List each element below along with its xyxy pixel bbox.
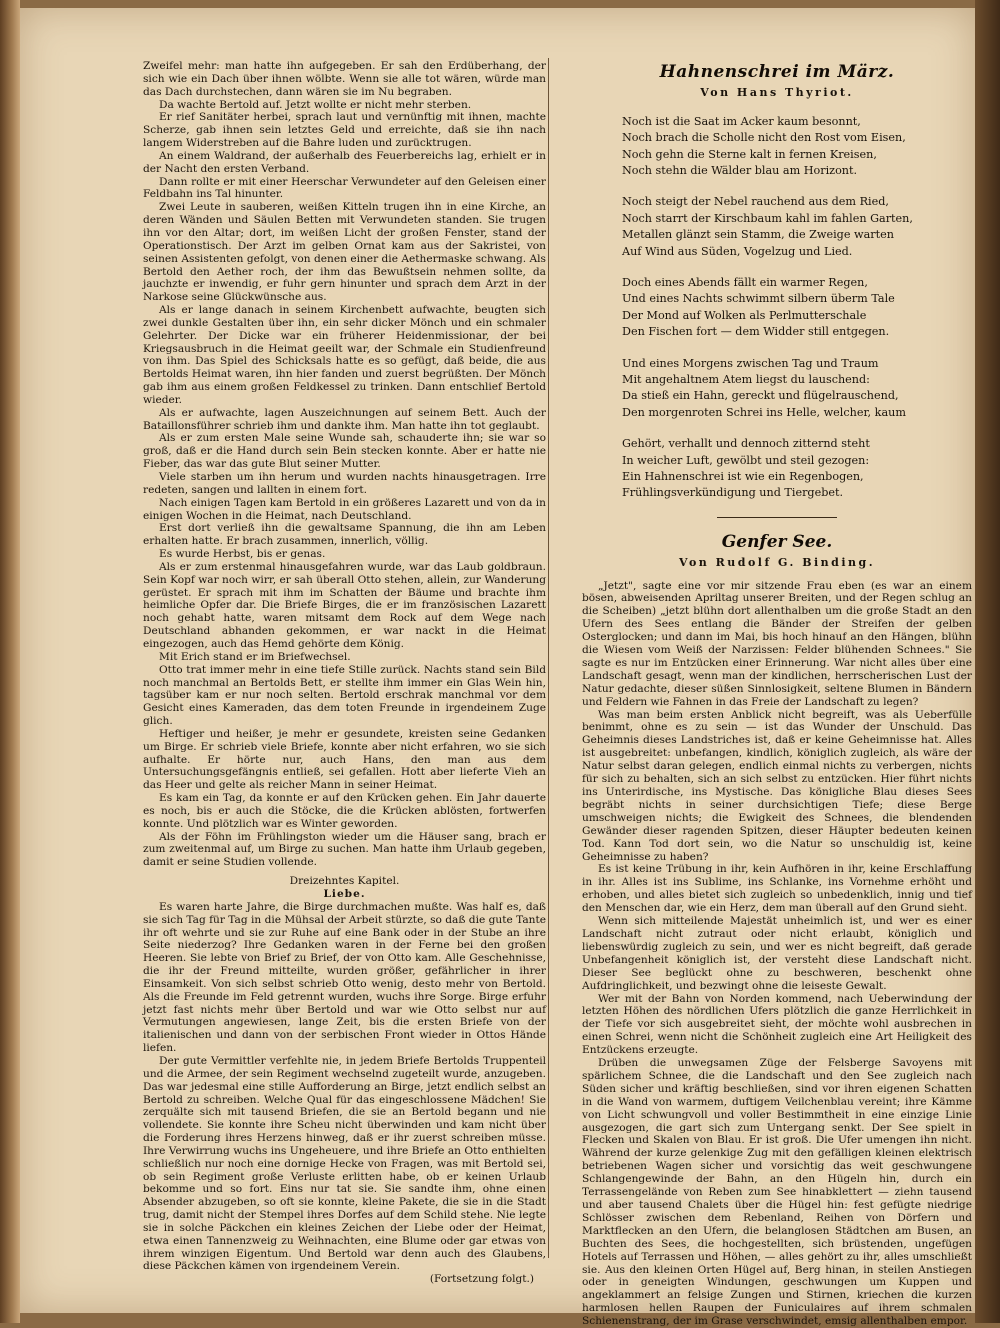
paragraph: Als er zum ersten Male seine Wunde sah, schauderte ihn; sie war so groß, daß er die Hand durch sein Bein stecken konnte. Aber er hatte nie Fieber, das war das gute Blut seiner Mutter. bbox=[143, 432, 546, 471]
article-title: Genfer See. bbox=[582, 536, 972, 549]
paragraph: Der gute Vermittler verfehlte nie, in jedem Briefe Bertolds Truppenteil und die Armee, der sein Regiment wechselnd zugeteilt wurde, anzugeben. Das war jedesmal eine stille Aufforderung an Birge, jetzt endlich selbst an Bertold zu schreiben. Welche Qual für das eingeschlossene Mädchen! Sie zerquälte sich mit tausend Briefen, die sie an Bertold begann und nie vollendete. Sie konnte ihre Scheu nicht überwinden und kam nicht über die Forderung ihres Herzens hinweg, daß er ihr zuerst schreiben müsse. Ihre Verwirrung wuchs ins Ungeheuere, und ihre Briefe an Otto enthielten schließlich nur noch eine dornige Hecke von Fragen, was mit Bertold sei, ob sein Regiment große Verluste erlitten habe, ob er keinen Urlaub bekomme und so fort. Eins nur tat sie. Sie sandte ihm, ohne einen Absender abzugeben, so oft sie konnte, kleine Pakete, die sie in die Stadt trug, damit nicht der Stempel ihres Dorfes auf dem Schild stehe. Nie legte sie in solche Päckchen ein kleines Zeichen der Liebe oder der Heimat, etwa einen Tannenzweig zu Weihnachten, eine Blume oder gar etwas von ihrem winzigen Eigentum. Und Bertold war denn auch des Glaubens, diese Päckchen kämen von irgendeinem Verein. bbox=[143, 1055, 546, 1273]
poem-line: Auf Wind aus Süden, Vogelzug und Lied. bbox=[622, 244, 972, 260]
poem-stanza bbox=[622, 114, 972, 180]
paragraph: Da wachte Bertold auf. Jetzt wollte er nicht mehr sterben. bbox=[143, 99, 546, 112]
chapter-subtitle: Liebe. bbox=[143, 888, 546, 901]
paragraph: Viele starben um ihn herum und wurden nachts hinausgetragen. Irre redeten, sangen und lallten in einem fort. bbox=[143, 471, 546, 497]
paragraph: An einem Waldrand, der außerhalb des Feuerbereichs lag, erhielt er in der Nacht den ersten Verband. bbox=[143, 150, 546, 176]
poem-stanza bbox=[622, 194, 972, 260]
poem-line: Ein Hahnenschrei ist wie ein Regenbogen, bbox=[622, 469, 972, 485]
poem-line: Metallen glänzt sein Stamm, die Zweige warten bbox=[622, 227, 972, 243]
article-author: Von Rudolf G. Binding. bbox=[582, 557, 972, 570]
poem-line: Und eines Nachts schwimmt silbern überm Tale bbox=[622, 291, 972, 307]
poem-title: Hahnenschrei im März. bbox=[582, 66, 972, 79]
continuation-note: (Fortsetzung folgt.) bbox=[143, 1273, 546, 1286]
paragraph: Zwei Leute in sauberen, weißen Kitteln trugen ihn in eine Kirche, an deren Wänden und Säulen Betten mit Verwundeten standen. Sie trugen ihn vor den Altar; dort, im weißen Licht der großen Fenster, stand der Operationstisch. Der Arzt im gelben Ornat kam aus der Sakristei, von seinen Assistenten gefolgt, von denen einer die Aethermaske schwang. Als Bertold den Aether roch, der ihm das Bewußtsein nehmen sollte, da jauchzte er inwendig, er fuhr gern hinunter und sprach dem Arzt in der Narkose seine Glückwünsche aus. bbox=[143, 201, 546, 304]
poem-line: Noch steigt der Nebel rauchend aus dem Ried, bbox=[622, 194, 972, 210]
poem-stanza bbox=[622, 436, 972, 502]
paragraph: Es ist keine Trübung in ihr, kein Aufhören in ihr, keine Erschlaffung in ihr. Alles ist ins Sublime, ins Schlanke, ins Vornehme erhöht und erhoben, und alles bietet sich zugleich so unbedenklich, innig und tief den Menschen dar, wie ein Herz, dem man überall auf den Grund sieht. bbox=[582, 863, 972, 915]
section-separator bbox=[717, 517, 837, 518]
paragraph: Es wurde Herbst, bis er genas. bbox=[143, 548, 546, 561]
chapter-heading: Dreizehntes Kapitel. bbox=[143, 875, 546, 888]
paragraph: Es kam ein Tag, da konnte er auf den Krücken gehen. Ein Jahr dauerte es noch, bis er auch die Stöcke, die die Krücken ablösten, fortwerfen konnte. Und plötzlich war es Winter geworden. bbox=[143, 792, 546, 831]
poem-line: Doch eines Abends fällt ein warmer Regen, bbox=[622, 275, 972, 291]
article-body bbox=[582, 580, 972, 1328]
column-divider bbox=[548, 58, 549, 1258]
page-binding-edge bbox=[0, 0, 20, 1323]
paragraph: Heftiger und heißer, je mehr er gesundete, kreisten seine Gedanken um Birge. Er schrieb viele Briefe, konnte aber nicht erfahren, wo sie sich aufhalte. Er hörte nur, auch Hans, den man aus dem Untersuchungsgefängnis entließ, sei gefallen. Hott aber lieferte Vieh an das Heer und gelte als reicher Mann in seiner Heimat. bbox=[143, 728, 546, 792]
poem-line: Noch stehn die Wälder blau am Horizont. bbox=[622, 163, 972, 179]
story-column bbox=[143, 60, 546, 1286]
right-column bbox=[582, 60, 972, 1328]
paragraph: Wer mit der Bahn von Norden kommend, nach Ueberwindung der letzten Höhen des nördlichen Ufers plötzlich die ganze Herrlichkeit in der Tiefe vor sich ausgebreitet sieht, der möchte wohl ausbrechen in einen Schrei, wenn nicht die Schönheit zugleich eine Art Heiligkeit des Entzückens erzeugte. bbox=[582, 993, 972, 1058]
poem-line: Mit angehaltnem Atem liegst du lauschend: bbox=[622, 372, 972, 388]
paragraph: Als der Föhn im Frühlingston wieder um die Häuser sang, brach er zum zweitenmal auf, um Birge zu suchen. Man hatte ihm Urlaub gegeben, damit er seine Studien vollende. bbox=[143, 831, 546, 870]
paragraph: Erst dort verließ ihn die gewaltsame Spannung, die ihn am Leben erhalten hatte. Er brach zusammen, innerlich, völlig. bbox=[143, 522, 546, 548]
poem-line: Noch gehn die Sterne kalt in fernen Kreisen, bbox=[622, 147, 972, 163]
poem-stanza bbox=[622, 275, 972, 341]
poem-line: Und eines Morgens zwischen Tag und Traum bbox=[622, 356, 972, 372]
next-page-edge bbox=[975, 0, 1000, 1323]
poem-line: Den morgenroten Schrei ins Helle, welcher, kaum bbox=[622, 405, 972, 421]
poem-line: Der Mond auf Wolken als Perlmutterschale bbox=[622, 308, 972, 324]
paragraph: Er rief Sanitäter herbei, sprach laut und vernünftig mit ihnen, machte Scherze, gab ihnen sein letztes Geld und erreichte, daß sie ihn nach langem Widerstreben auf die Bahre luden und zurücktrugen. bbox=[143, 111, 546, 150]
paragraph: Dann rollte er mit einer Heerschar Verwundeter auf den Geleisen einer Feldbahn ins Tal hinunter. bbox=[143, 176, 546, 202]
paragraph: Wenn sich mitteilende Majestät unheimlich ist, und wer es einer Landschaft nicht zutraut oder nicht erlaubt, königlich und liebenswürdig zugleich zu sein, und wer es nicht begreift, daß gerade Unbefangenheit königlich ist, der versteht diese Landschaft nicht. Dieser See beglückt ohne zu beschweren, beschenkt ohne Aufdringlichkeit, und bezwingt ohne die leiseste Gewalt. bbox=[582, 915, 972, 992]
paragraph: Was man beim ersten Anblick nicht begreift, was als Ueberfülle benimmt, ohne es zu sein — ist das Wunder der Unschuld. Das Geheimnis dieses Landstriches ist, daß er keine Geheimnisse hat. Alles ist ausgebreitet: unbefangen, kindlich, königlich zugleich, als wäre der Natur selbst daran gelegen, endlich einmal nichts zu verbergen, nichts für sich zu behalten, sich an sich selbst zu entzücken. Hier führt nichts ins Unterirdische, ins Mystische. Das königliche Blau dieses Sees begräbt nichts in seiner durchsichtigen Tiefe; diese Berge umschweigen nichts; die Ewigkeit des Schnees, die blendenden Gewänder dieser ragenden Spitzen, dieser Häupter bedeuten keinen Tod. Kann Tod dort sein, wo die Natur so unschuldig ist, keine Geheimnisse zu haben? bbox=[582, 709, 972, 864]
paragraph: Otto trat immer mehr in eine tiefe Stille zurück. Nachts stand sein Bild noch manchmal an Bertolds Bett, er stellte ihm immer ein Glas Wein hin, tagsüber kam er nur noch selten. Bertold erschrak manchmal vor dem Gesicht eines Kameraden, das dem toten Freunde in irgendeinem Zuge glich. bbox=[143, 664, 546, 728]
paragraph: Mit Erich stand er im Briefwechsel. bbox=[143, 651, 546, 664]
poem-line: Noch starrt der Kirschbaum kahl im fahlen Garten, bbox=[622, 211, 972, 227]
paragraph: „Jetzt", sagte eine vor mir sitzende Frau eben (es war an einem bösen, abweisenden Apriltag unserer Breiten, und der Regen schlug an die Scheiben) „jetzt blühn dort allenthalben um die große Stadt an den Ufern des Sees entlang die Bänder der Streifen der gelben Osterglocken; und dann im Mai, bis hoch hinauf an den Hängen, blühn die Wiesen vom Weiß der Narzissen: Felder blühenden Schnees." Sie sagte es nur im Entzücken einer Erinnerung. War nicht alles über eine Landschaft gesagt, wenn man der kindlichen, herrscherischen Lust der Natur gedachte, dieser süßen Sinnlosigkeit, seltene Blumen in Bändern und Feldern wie Fahnen in das Freie der Landschaft zu legen? bbox=[582, 580, 972, 709]
paragraph: Es waren harte Jahre, die Birge durchmachen mußte. Was half es, daß sie sich Tag für Tag in die Mühsal der Arbeit stürzte, so daß die gute Tante ihr oft wehrte und sie zur Ruhe auf eine Bank oder in der Stube an ihre Seite niederzog? Ihre Gedanken waren in der Ferne bei den großen Heeren. Sie lebte von Brief zu Brief, der von Otto kam. Alle Geschehnisse, die ihr der Freund mitteilte, wurden größer, gefährlicher in ihrer Einsamkeit. Von sich selbst schrieb Otto wenig, desto mehr von Bertold. Als die Freunde im Feld getrennt wurden, wuchs ihre Sorge. Birge erfuhr jetzt fast nichts mehr über Bertold und war wie Otto selbst nur auf Vermutungen angewiesen, lange Zeit, bis die ersten Briefe von der italienischen und dann von der serbischen Front wieder in Ottos Hände liefen. bbox=[143, 901, 546, 1055]
paragraph: Zweifel mehr: man hatte ihn aufgegeben. Er sah den Erdüberhang, der sich wie ein Dach über ihnen wölbte. Wenn sie alle tot wären, würde man das Dach durchstechen, dann wären sie im Nu begraben. bbox=[143, 60, 546, 99]
poem-stanza bbox=[622, 356, 972, 422]
poem-author: Von Hans Thyriot. bbox=[582, 87, 972, 100]
paragraph: Als er zum erstenmal hinausgefahren wurde, war das Laub goldbraun. Sein Kopf war noch wirr, er sah überall Otto stehen, allein, zur Wanderung gerüstet. Er sprach mit ihm im Schatten der Bäume und brachte ihm heimliche Opfer dar. Die Briefe Birges, die er im französischen Lazarett noch gehabt hatte, waren mitsamt dem Rock auf dem Wege nach Deutschland abhanden gekommen, er war nackt in die Heimat eingezogen, auch das Hemd gehörte dem König. bbox=[143, 561, 546, 651]
poem-line: Da stieß ein Hahn, gereckt und flügelrauschend, bbox=[622, 388, 972, 404]
poem-line: Frühlingsverkündigung und Tiergebet. bbox=[622, 485, 972, 501]
poem-line: Den Fischen fort — dem Widder still entgegen. bbox=[622, 324, 972, 340]
poem-line: Noch brach die Scholle nicht den Rost vom Eisen, bbox=[622, 130, 972, 146]
paragraph: Als er lange danach in seinem Kirchenbett aufwachte, beugten sich zwei dunkle Gestalten über ihn, ein sehr dicker Mönch und ein schmaler Gelehrter. Der Dicke war ein früherer Heidenmissionar, der bei Kriegsausbruch in die Heimat geeilt war, der Schmale ein Studienfreund von ihm. Das Spiel des Schicksals hatte es so gefügt, daß beide, die aus Bertolds Heimat waren, ihn hier fanden und zuerst begrüßten. Der Mönch gab ihm aus einem großen Feldkessel zu trinken. Dann entschlief Bertold wieder. bbox=[143, 304, 546, 407]
paragraph: Als er aufwachte, lagen Auszeichnungen auf seinem Bett. Auch der Bataillonsführer schrieb ihm und dankte ihm. Man hatte ihn tot geglaubt. bbox=[143, 407, 546, 433]
poem-line: Gehört, verhallt und dennoch zitternd steht bbox=[622, 436, 972, 452]
paragraph: Drüben die unwegsamen Züge der Felsberge Savoyens mit spärlichem Schnee, die die Landschaft und den See zugleich nach Süden sicher und kräftig beschließen, sind vor ihren eigenen Schatten in die Wand von warmem, duftigem Veilchenblau vereint; ihre Kämme von Licht schwungvoll und voller Bestimmtheit in eine einzige Linie ausgezogen, die gart sich zum Untergang senkt. Der See spielt in Flecken und Skalen von Blau. Er ist groß. Die Ufer umengen ihn nicht. Während der kurze gelenkige Zug mit den gefälligen kleinen elektrisch betriebenen Wagen sicher und vorsichtig das weit geschwungene Schlangengewinde der Bahn, an den Hügeln hin, durch ein Terrassengelände von Reben zum See hinabklettert — ziehn tausend und aber tausend Chalets über die Hügel hin: fest gefügte niedrige Schlösser zwischen dem Rebenland, Reihen von Dörfern und Marktflecken an den Ufern, die belanglosen Städtchen am Busen, an Buchten des Sees, die hochgestellten, sich brüstenden, ungefügen Hotels auf Terrassen und Höhen, — alles gehört zu ihr, alles umschließt sie. Aus den kleinen Orten Hügel auf, Berg hinan, in steilen Anstiegen oder in geneigten Windungen, geschwungen um Kuppen und angeklammert an felsige Zungen und Stirnen, kriechen die kurzen harmlosen hellen Raupen der Funiculaires auf ihrem schmalen Schienenstrang, der im Grase verschwindet, emsig allenthalben empor. bbox=[582, 1057, 972, 1328]
poem-line: Noch ist die Saat im Acker kaum besonnt, bbox=[622, 114, 972, 130]
paragraph: Nach einigen Tagen kam Bertold in ein größeres Lazarett und von da in einigen Wochen in die Heimat, nach Deutschland. bbox=[143, 497, 546, 523]
poem-line: In weicher Luft, gewölbt und steil gezogen: bbox=[622, 453, 972, 469]
